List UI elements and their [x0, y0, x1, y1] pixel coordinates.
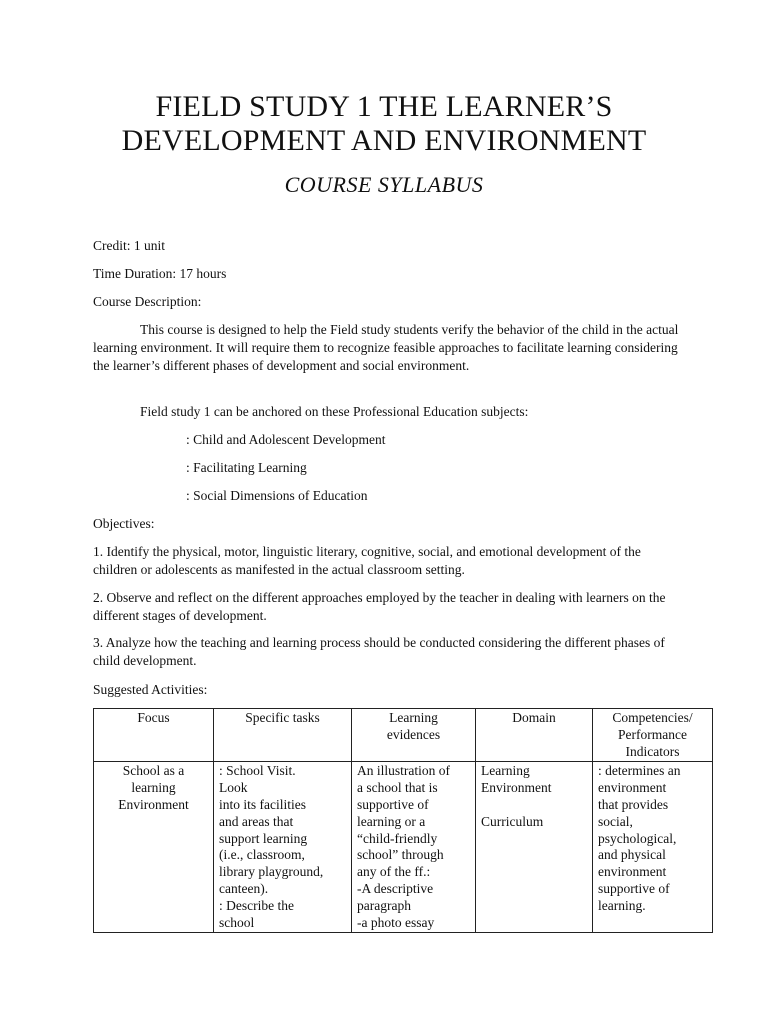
table-row	[94, 762, 713, 933]
document-title-line-2: DEVELOPMENT AND ENVIRONMENT	[121, 124, 647, 157]
header-specific-tasks: Specific tasks	[214, 709, 352, 762]
objectives-label: Objectives:	[93, 516, 155, 531]
subject-item: : Social Dimensions of Education	[186, 488, 368, 503]
course-description: This course is designed to help the Field study students verify the behavior of the child in the actual learning environment. It will require them to recognize feasible approaches to facilitate learning considering the learner’s different phases of development and social environment.	[93, 322, 679, 373]
description-label: Course Description:	[93, 294, 202, 309]
objective-item: 3. Analyze how the teaching and learning process should be conducted considering the different phases of child development.	[93, 635, 665, 668]
header-learning-evidences: Learning evidences	[352, 709, 476, 762]
document-title-line-1: FIELD STUDY 1 THE LEARNER’S	[155, 90, 613, 123]
cell-focus: School as a learning Environment	[94, 762, 214, 933]
objective-item: 1. Identify the physical, motor, linguistic literary, cognitive, social, and emotional development of the children or adolescents as manifested in the actual classroom setting.	[93, 544, 641, 577]
activities-table	[93, 708, 713, 933]
credit-line: Credit: 1 unit	[93, 238, 165, 253]
table-header-row	[94, 709, 713, 762]
cell-specific-tasks: : School Visit. Look into its facilities and areas that support learning (i.e., classroom, library playground, canteen). : Describe the school	[214, 762, 352, 933]
header-domain: Domain	[476, 709, 593, 762]
document-subtitle: COURSE SYLLABUS	[284, 172, 484, 197]
cell-competencies: : determines an environment that provides social, psychological, and physical environment supportive of learning.	[593, 762, 713, 933]
anchored-subjects-intro: Field study 1 can be anchored on these Professional Education subjects:	[140, 404, 529, 419]
subject-item: : Child and Adolescent Development	[186, 432, 386, 447]
subject-item: : Facilitating Learning	[186, 460, 307, 475]
cell-domain: Learning Environment Curriculum	[476, 762, 593, 933]
objective-item: 2. Observe and reflect on the different approaches employed by the teacher in dealing with learners on the different stages of development.	[93, 590, 666, 623]
header-focus: Focus	[94, 709, 214, 762]
duration-line: Time Duration: 17 hours	[93, 266, 227, 281]
cell-learning-evidences: An illustration of a school that is supportive of learning or a “child-friendly school” through any of the ff.: -A descriptive paragraph -a photo essay	[352, 762, 476, 933]
activities-label: Suggested Activities:	[93, 682, 208, 697]
header-competencies: Competencies/ Performance Indicators	[593, 709, 713, 762]
